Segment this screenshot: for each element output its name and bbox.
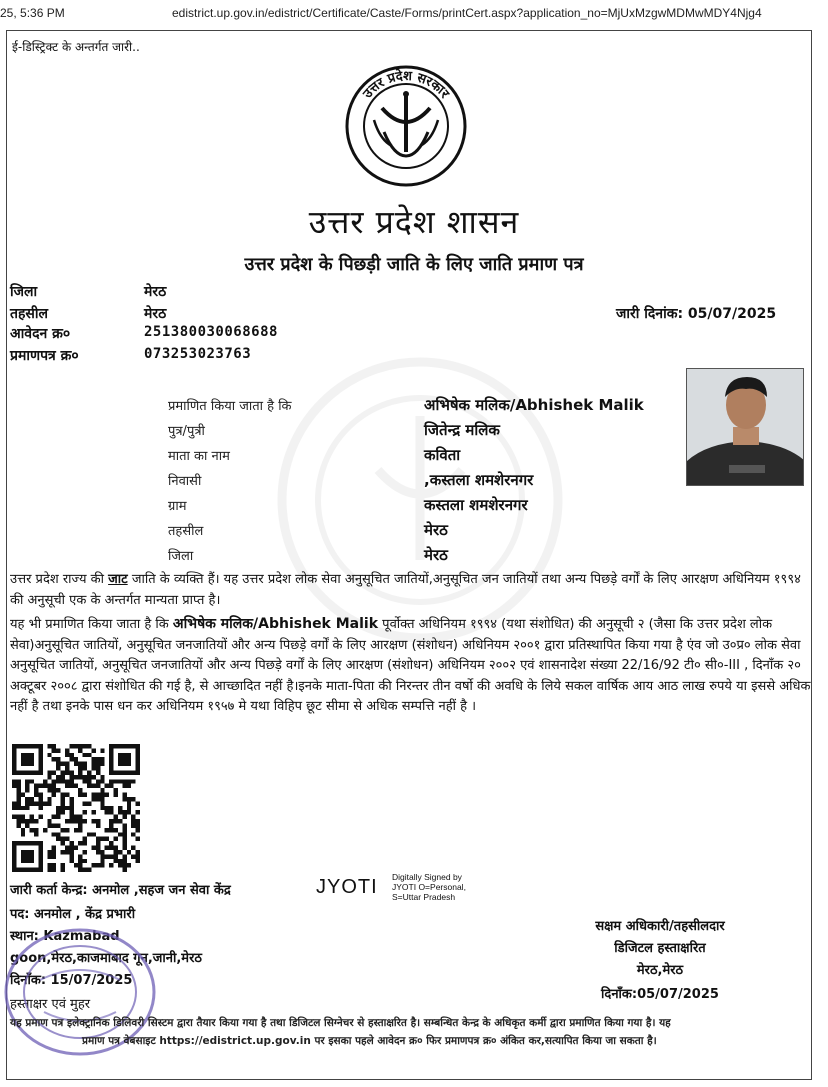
applicant-photo — [686, 368, 804, 486]
tehsil-label: तहसील — [10, 306, 48, 322]
footer-line2: प्रमाण पत्र वेबसाइट https://edistrict.up.gov.in पर इसका पहले आवेदन क्र० फिर प्रमाणपत्र क्र० अंकित कर,सत्यापित किया जा सकता है। — [82, 1035, 657, 1047]
caste-paragraph — [10, 570, 816, 611]
issuer-center: जारी कर्ता केन्द्र: अनमोल ,सहज जन सेवा केंद्र — [10, 883, 231, 898]
father-label: पुत्र/पुत्री — [168, 424, 205, 439]
p2-text-a: यह भी प्रमाणित किया जाता है कि — [10, 617, 173, 632]
mother-label: माता का नाम — [168, 449, 230, 464]
digital-sign-line1: Digitally Signed by — [392, 872, 462, 882]
issuer-sign-label: हस्ताक्षर एवं मुहर — [10, 997, 91, 1012]
p2-text-b: पूर्वोक्त अधिनियम १९९४ (यथा संशोधित) की अनुसूची २ (जैसा कि उत्तर प्रदेश लोक सेवा)अनुसूचित जातियों, अनुसूचित जनजातियों और अन्य पिछड़े वर्गों के लिए आरक्षण (संशोधन) अधिनियम २००१ द्वारा प्रतिस्थापित किया गया है एंव जो उ०प्र० लोक सेवा अनुसूचित जातियों, अनुसूचित जनजातियों और अन्य पिछड़े वर्गों के लिए आरक्षण (संशोधन) अधिनियम २००२ एवं शासनादेश संख्या 22/16/92 टी० सी०-III , दिनाँक २० अक्टूबर २००८ द्वारा संशोधित की गई है, से आच्छादित नहीं है।इनके माता-पिता की निरन्तर तीन वर्षो की अवधि के लिये सकल वार्षिक आय आठ लाख रुपये या इससे अधिक नहीं है तथा इनके पास धन कर अधिनियम १९५७ मे यथा विहिप छूट सीमा से अधिक सम्पत्ति नहीं है । — [10, 617, 811, 715]
mother-name: कविता — [424, 446, 461, 464]
issuer-post: पद: अनमोल , केंद्र प्रभारी — [10, 907, 136, 922]
print-time: 25, 5:36 PM — [0, 6, 65, 20]
person-photo-icon — [687, 369, 804, 486]
p1-text-b: जाति के व्यक्ति हैं। यह उत्तर प्रदेश लोक सेवा अनुसूचित जातियों,अनुसूचित जन जातियों तथा अन्य पिछड़े वर्गों के लिए आरक्षण अधिनियम १९९४ की अनुसूची एक के अन्तर्गत मान्यता प्राप्त है। — [10, 572, 801, 608]
p1-text-a: उत्तर प्रदेश राज्य की — [10, 572, 109, 587]
certificate-label: प्रमाणपत्र क्र० — [10, 348, 79, 364]
issuer-address: goon,मेरठ,काजमाबाद गून,जानी,मेरठ — [10, 951, 202, 966]
field-district-value: मेरठ — [424, 546, 448, 564]
digital-sign-line2: JYOTI O=Personal, — [392, 882, 466, 892]
resident-value: ,कस्तला शमशेरनगर — [424, 471, 534, 489]
issued-note: ई-डिस्ट्रिक्ट के अन्तर्गत जारी.. — [12, 40, 140, 54]
digital-sign-line3: S=Uttar Pradesh — [392, 892, 456, 902]
field-district-label: जिला — [168, 549, 194, 564]
p2-applicant-name: अभिषेक मलिक/Abhishek Malik — [172, 616, 379, 632]
certify-label: प्रमाणित किया जाता है कि — [168, 399, 292, 414]
father-name: जितेन्द्र मलिक — [424, 421, 500, 439]
authority-place: मेरठ,मेरठ — [636, 963, 684, 978]
tehsil-value: मेरठ — [144, 306, 167, 322]
page-title: उत्तर प्रदेश शासन — [308, 203, 520, 241]
issue-date: जारी दिनांक: 05/07/2025 — [616, 306, 777, 322]
caste-name: जाट — [108, 572, 128, 587]
authority-date: दिनाँक:05/07/2025 — [601, 987, 719, 1002]
certificate-number: 073253023763 — [144, 346, 252, 362]
application-label: आवेदन क्र० — [10, 326, 71, 342]
issuer-date: दिनाँक: 15/07/2025 — [10, 973, 133, 988]
authority-title: सक्षम अधिकारी/तहसीलदार — [595, 919, 725, 934]
issuer-place: स्थान: Kazmabad — [10, 929, 120, 944]
digital-signature-name: JYOTI — [316, 876, 378, 898]
applicant-name: अभिषेक मलिक/Abhishek Malik — [424, 396, 644, 414]
field-tehsil-value: मेरठ — [424, 521, 448, 539]
application-number: 251380030068688 — [144, 324, 278, 340]
footer-line1: यह प्रमाण पत्र इलेक्ट्रानिक डिलिवरी सिस्टम द्वारा तैयार किया गया है तथा डिजिटल सिग्नेचर से हस्ताक्षरित है। सम्बन्धित केन्द्र के अधिकृत कर्मी द्वारा प्रमाणित किया गया है। यह — [10, 1017, 671, 1029]
village-label: ग्राम — [168, 499, 187, 514]
svg-text:उत्तर प्रदेश सरकार: उत्तर प्रदेश सरकार — [360, 68, 452, 102]
certificate-subtitle: उत्तर प्रदेश के पिछड़ी जाति के लिए जाति प्रमाण पत्र — [244, 254, 584, 275]
print-url: edistrict.up.gov.in/edistrict/Certificate/Caste/Forms/printCert.aspx?application_no=MjUxMzgwMDMwMDY4Njg4 — [172, 6, 762, 20]
footer-note — [10, 1014, 816, 1050]
district-label: जिला — [10, 284, 38, 300]
up-government-seal-icon — [344, 64, 468, 188]
field-tehsil-label: तहसील — [168, 524, 204, 539]
certification-paragraph — [10, 614, 816, 718]
authority-sign: डिजिटल हस्ताक्षरित — [614, 941, 706, 956]
qr-code-icon — [12, 744, 140, 872]
village-value: कस्तला शमशेरनगर — [424, 496, 528, 514]
district-value: मेरठ — [144, 284, 167, 300]
resident-label: निवासी — [168, 474, 202, 489]
